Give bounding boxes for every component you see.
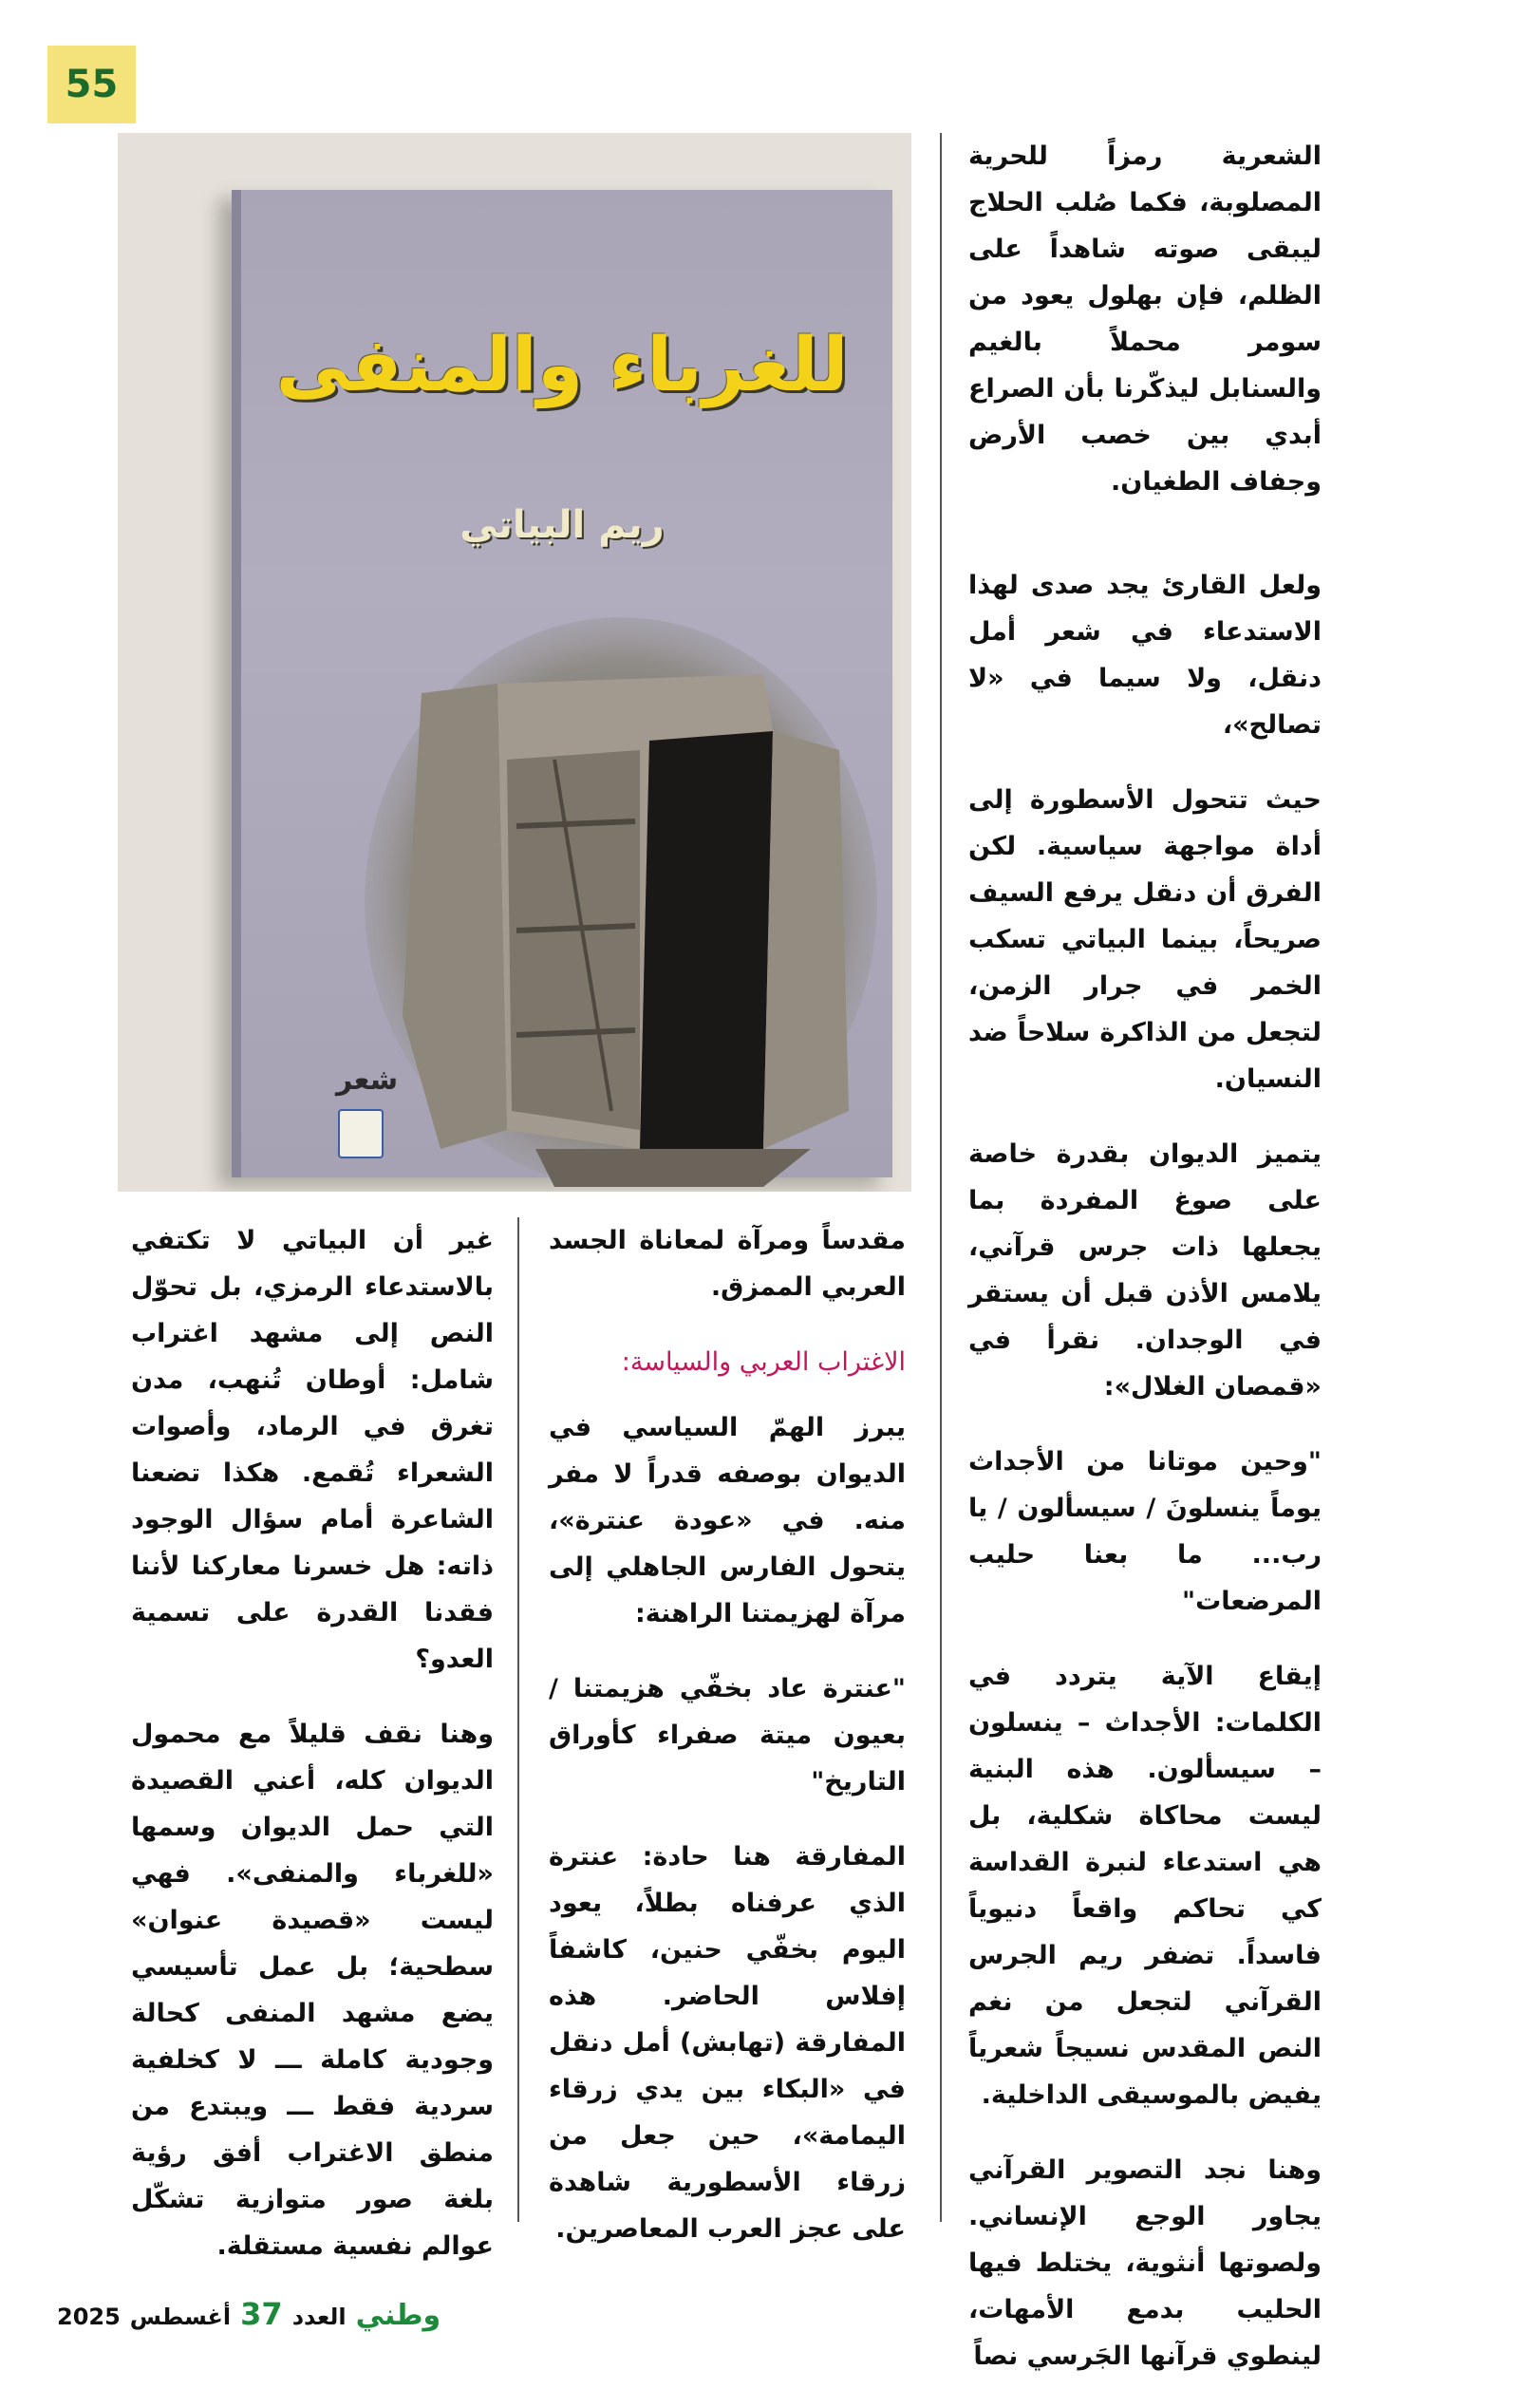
footer [57,2296,441,2332]
book-spine [232,190,241,1177]
section-heading: الاغتراب العربي والسياسة: [621,1347,906,1377]
page-number: 55 [47,46,136,123]
article-column-right [968,133,1322,2408]
issue-year: 2025 [57,2304,121,2330]
paragraph: مقدساً ومرآة لمعاناة الجسد العربي الممزق. [549,1226,906,1302]
issue-label: العدد [291,2304,347,2330]
column-divider [517,1217,519,2222]
book-title: للغرباء والمنفى [275,323,849,408]
paragraph: حيث تتحول الأسطورة إلى أداة مواجهة سياسية. لكن الفرق أن دنقل يرفع السيف صريحاً، بينما البياتي تسكب الخمر في جرار الزمن، لتجعل من الذاكرة سلاحاً ضد النسيان. [968,785,1322,1094]
column-divider [940,133,942,2222]
paragraph: غير أن البياتي لا تكتفي بالاستدعاء الرمزي، بل تحوّل النص إلى مشهد اغتراب شامل: أوطان تُنهب، مدن تغرق في الرماد، وأصوات الشعراء تُقمع. هكذا تضعنا الشاعرة أمام سؤال الوجود ذاته: هل خسرنا معاركنا لأننا فقدنا القدرة على تسمية العدو؟ [131,1226,494,1674]
article-column-left [131,1217,494,2298]
book-author: ريم البياتي [459,503,665,547]
paragraph: ولعل القارئ يجد صدى لهذا الاستدعاء في شعر أمل دنقل، ولا سيما في «لا تصالح»، [968,571,1322,740]
door-illustration [365,617,877,1187]
poem-quote: "عنترة عاد بخفّي هزيمتنا / بعيون ميتة صفراء كأوراق التاريخ" [549,1674,906,1797]
issue-month: أغسطس [129,2304,232,2330]
magazine-name: وطني [355,2299,441,2332]
publisher-logo [338,1109,384,1158]
paragraph: إيقاع الآية يتردد في الكلمات: الأجداث – ينسلون – سيسألون. هذه البنية ليست محاكاة شكلية، بل هي استدعاء لنبرة القداسة كي تحاكم واقعاً دنيوياً فاسداً. تضفر ريم الجرس القرآني لتجعل من نغم النص المقدس نسيجاً شعرياً يفيض بالموسيقى الداخلية. [968,1662,1322,2110]
book-cover-photo [118,133,911,1192]
book-cover [232,190,892,1177]
paragraph: يتميز الديوان بقدرة خاصة على صوغ المفردة بما يجعلها ذات جرس قرآني، يلامس الأذن قبل أن يستقر في الوجدان. نقرأ في «قمصان الغلال»: [968,1139,1322,1402]
book-genre: شعر [336,1063,399,1097]
article-column-middle [549,1217,906,2281]
paragraph: وهنا نجد التصوير القرآني يجاور الوجع الإنساني. ولصوتها أنثوية، يختلط فيها الحليب بدمع الأمهات، لينطوي قرآنها الجَرسي نصاً [968,2155,1322,2371]
issue-number: 37 [240,2296,283,2332]
poem-quote: "وحين موتانا من الأجداث يوماً ينسلونَ / سيسألون / يا رب... ما بعنا حليب المرضعات" [968,1447,1322,1616]
paragraph: المفارقة هنا حادة: عنترة الذي عرفناه بطلاً، يعود اليوم بخفّي حنين، كاشفاً إفلاس الحاضر. هذه المفارقة (تهابش) أمل دنقل في «البكاء بين يدي زرقاء اليمامة»، حين جعل من زرقاء الأسطورية شاهدة على عجز العرب المعاصرين. [549,1842,906,2244]
paragraph: يبرز الهمّ السياسي في الديوان بوصفه قدراً لا مفر منه. في «عودة عنترة»، يتحول الفارس الجاهلي إلى مرآة لهزيمتنا الراهنة: [549,1413,906,1628]
paragraph: وهنا نقف قليلاً مع محمول الديوان كله، أعني القصيدة التي حمل الديوان وسمها «للغرباء والمنفى». فهي ليست «قصيدة عنوان» سطحية؛ بل عمل تأسيسي يضع مشهد المنفى كحالة وجودية كاملة ـــ لا كخلفية سردية فقط ـــ ويبتدع من منطق الاغتراب أفق رؤية بلغة صور متوازية تشكّل عوالم نفسية مستقلة. [131,1720,494,2261]
paragraph: الشعرية رمزاً للحرية المصلوبة، فكما صُلب الحلاج ليبقى صوته شاهداً على الظلم، فإن بهلول يعود من سومر محملاً بالغيم والسنابل ليذكّرنا بأن الصراع أبدي بين خصب الأرض وجفاف الطغيان. [968,141,1322,497]
